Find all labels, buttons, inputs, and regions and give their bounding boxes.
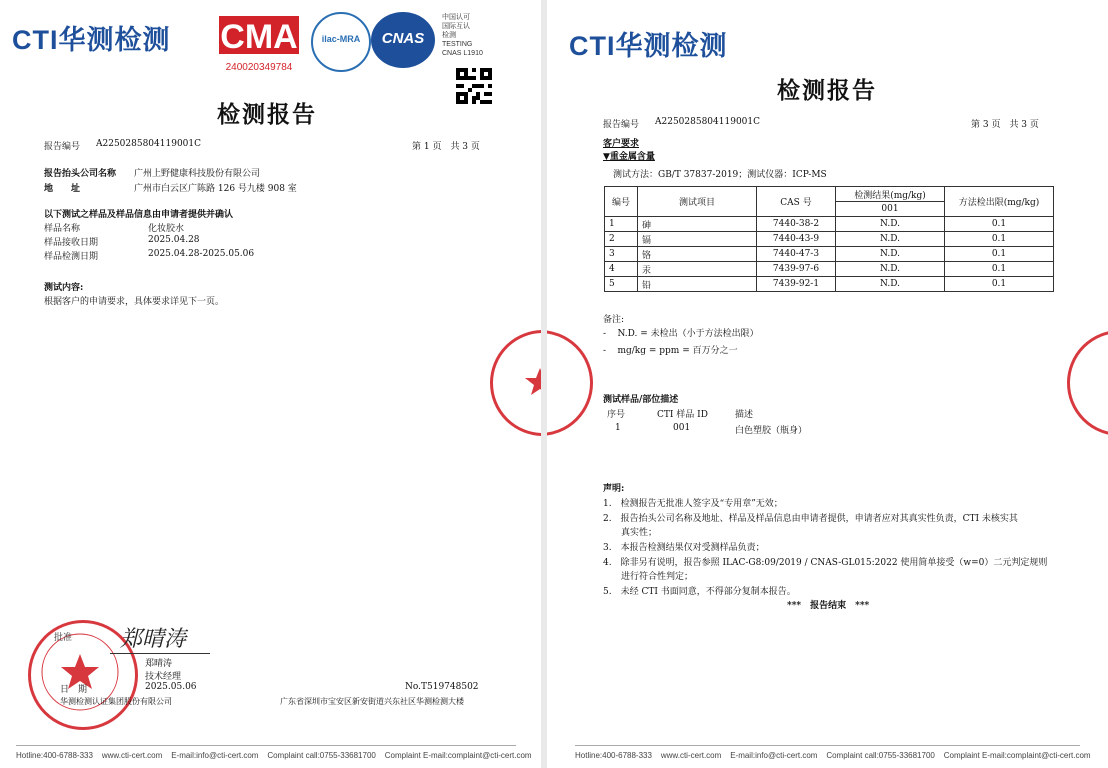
ilac-mra-logo: ilac-MRA xyxy=(311,12,371,72)
report-no: A2250285804119001C xyxy=(655,117,761,127)
doc-number: No.T519748502 xyxy=(405,682,479,692)
address-value: 广州市白云区广陈路 126 号九楼 908 室 xyxy=(134,184,297,194)
date-value: 2025.05.06 xyxy=(145,682,197,692)
org-address: 广东省深圳市宝安区新安街道兴东社区华测检测大楼 xyxy=(280,697,464,706)
sample-header: 序号 xyxy=(607,410,626,420)
table-row: 5 铅 7439-92-1 N.D. 0.1 xyxy=(605,277,1054,292)
page-info: 第 1 页 共 3 页 xyxy=(412,142,480,152)
header-cell: 001 xyxy=(836,202,945,217)
sample-name: 化妆胶水 xyxy=(148,224,185,234)
confirm-note: 以下测试之样品及样品信息由申请者提供并确认 xyxy=(44,210,234,220)
statement-item: 2. 报告抬头公司名称及地址、样品及样品信息由申请者提供，申请者应对其真实性负责，CTI 未核实其 xyxy=(603,514,1018,524)
cnas-text: 中国认可 国际互认 检测 TESTING CNAS L1910 xyxy=(442,14,483,57)
tested-label: 样品检测日期 xyxy=(44,252,99,262)
sample-header: 描述 xyxy=(735,410,754,420)
report-no-label: 报告编号 xyxy=(603,120,640,130)
date-label: 日 期 xyxy=(60,685,88,695)
table-row: 2 镉 7440-43-9 N.D. 0.1 xyxy=(605,232,1054,247)
statement-item: 5. 未经 CTI 书面同意，不得部分复制本报告。 xyxy=(603,587,796,597)
report-page-3 xyxy=(547,0,1108,768)
table-header-row xyxy=(605,187,1054,202)
header-cell: 编号 xyxy=(605,187,638,217)
cti-logo: CTI华测检测 xyxy=(569,31,728,61)
statement-item: 进行符合性判定； xyxy=(603,572,694,582)
svg-text:CMA: CMA xyxy=(220,18,298,56)
approver-label: 批准 xyxy=(54,633,73,643)
approver-name: 郑晴涛 xyxy=(145,659,173,669)
page-title: 检测报告 xyxy=(777,78,877,104)
test-method: 测试方法：GB/T 37837-2019；测试仪器：ICP-MS xyxy=(613,170,827,180)
report-page-1 xyxy=(0,0,541,768)
company-value: 广州上野健康科技股份有限公司 xyxy=(134,169,261,179)
footer-rule xyxy=(575,745,1080,746)
sample-header: CTI 样品 ID xyxy=(657,410,708,420)
statement-item: 真实性； xyxy=(603,528,658,538)
received-label: 样品接收日期 xyxy=(44,238,99,248)
cnas-logo: CNAS xyxy=(371,12,435,68)
customer-requirement: 客户要求 xyxy=(603,139,640,149)
sample-desc-title: 测试样品/部位描述 xyxy=(603,395,679,405)
notes-label: 备注: xyxy=(603,315,625,325)
statement-item: 1. 检测报告无批准人签字及“专用章”无效； xyxy=(603,499,783,509)
statement-label: 声明: xyxy=(603,484,625,494)
approver-title: 技术经理 xyxy=(145,672,182,682)
sample-cell: 001 xyxy=(673,423,691,433)
footer: Hotline:400-6788-333 www.cti-cert.com E-mail:info@cti-cert.com Complaint call:0755-33681700 Complaint E-mail:complaint@cti-cert.com xyxy=(16,751,532,760)
header-cell: 方法检出限(mg/kg) xyxy=(945,187,1054,217)
footer-rule xyxy=(16,745,516,746)
statement-item: 4. 除非另有说明，报告参照 ILAC-G8:09/2019 / CNAS-GL015:2022 使用简单接受（w=0）二元判定规则 xyxy=(603,558,1048,568)
header-cell: CAS 号 xyxy=(757,187,836,217)
note-item: - mg/kg = ppm = 百万分之一 xyxy=(603,346,738,356)
header-cell: 检测结果(mg/kg) xyxy=(836,187,945,202)
table-row: 1 砷 7440-38-2 N.D. 0.1 xyxy=(605,217,1054,232)
address-label: 地 址 xyxy=(44,184,81,194)
tested-date: 2025.04.28-2025.05.06 xyxy=(148,249,255,259)
results-table xyxy=(604,186,1054,292)
cross-page-seal-next xyxy=(1067,330,1108,436)
company-label: 报告抬头公司名称 xyxy=(44,169,117,179)
sample-cell: 1 xyxy=(615,423,621,433)
test-content-label: 测试内容: xyxy=(44,283,84,293)
cma-logo xyxy=(216,14,302,72)
sample-cell: 白色塑胶（瓶身） xyxy=(735,426,808,436)
table-row: 4 汞 7439-97-6 N.D. 0.1 xyxy=(605,262,1054,277)
cma-code: 240020349784 xyxy=(225,62,293,73)
header-cell: 测试项目 xyxy=(638,187,757,217)
report-end: *** 报告结束 *** xyxy=(787,601,870,611)
note-item: - N.D. = 未检出（小于方法检出限） xyxy=(603,329,759,339)
section-heavy-metals: ▼重金属含量 xyxy=(603,152,655,162)
cross-page-seal-right-half xyxy=(547,330,593,436)
cross-page-seal-left-half xyxy=(490,330,541,436)
sample-name-label: 样品名称 xyxy=(44,224,81,234)
table-row: 3 铬 7440-47-3 N.D. 0.1 xyxy=(605,247,1054,262)
received-date: 2025.04.28 xyxy=(148,235,200,245)
footer: Hotline:400-6788-333 www.cti-cert.com E-mail:info@cti-cert.com Complaint call:0755-33681700 Complaint E-mail:complaint@cti-cert.com xyxy=(575,751,1091,760)
qr-code xyxy=(456,68,492,104)
test-content: 根据客户的申请要求，具体要求详见下一页。 xyxy=(44,297,225,307)
signature-line xyxy=(110,653,210,654)
statement-item: 3. 本报告检测结果仅对受测样品负责； xyxy=(603,543,765,553)
report-no: A2250285804119001C xyxy=(96,139,202,149)
page-title: 检测报告 xyxy=(217,102,317,128)
report-no-label: 报告编号 xyxy=(44,142,81,152)
signature: 郑晴涛 xyxy=(120,627,187,652)
cti-logo: CTI华测检测 xyxy=(12,25,171,55)
org-name: 华测检测认证集团股份有限公司 xyxy=(60,697,172,706)
page-info: 第 3 页 共 3 页 xyxy=(971,120,1039,130)
